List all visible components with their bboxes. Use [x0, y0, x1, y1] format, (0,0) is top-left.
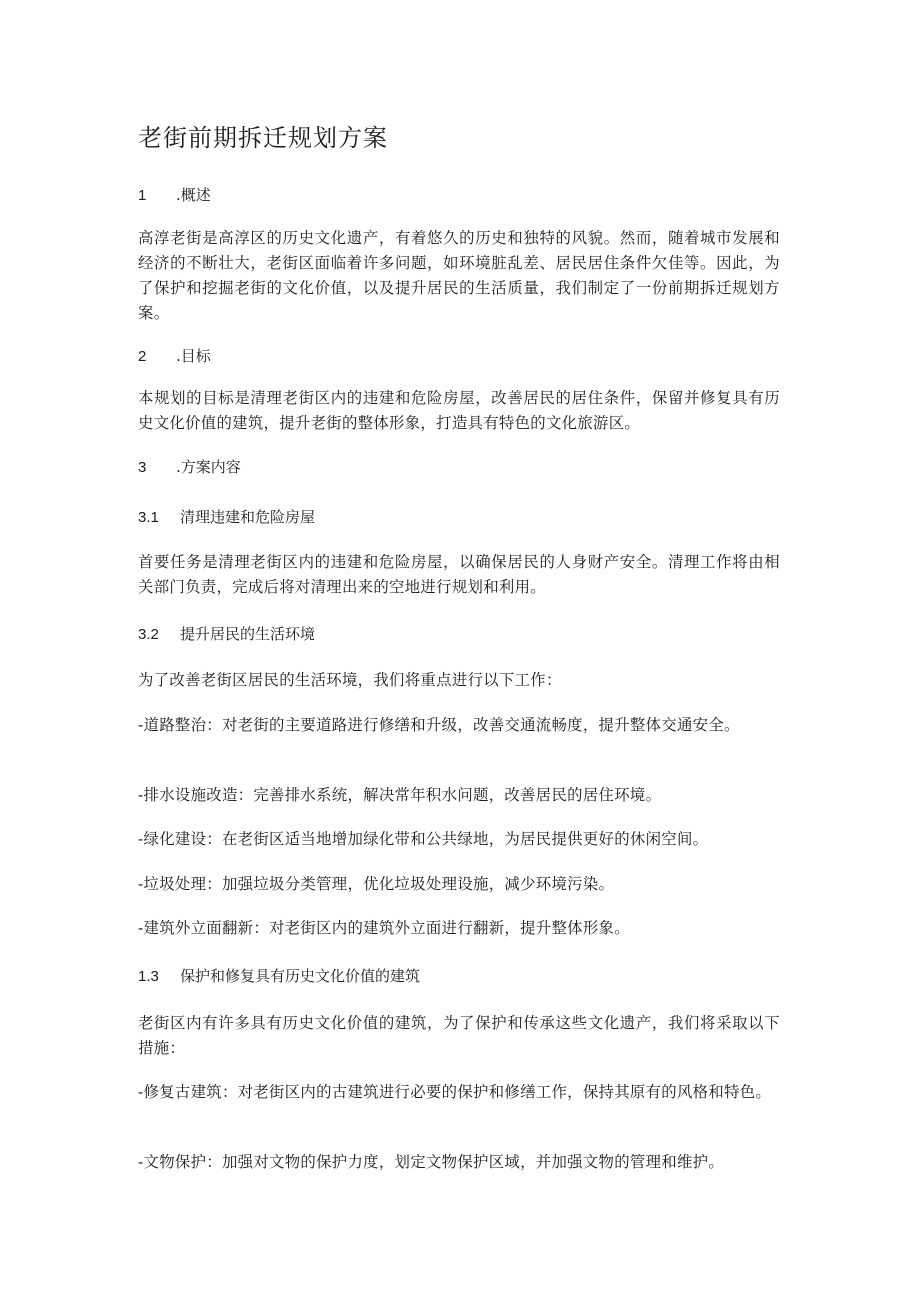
- subsection-heading: [138, 964, 420, 989]
- list-item: -道路整治：对老街的主要道路进行修缮和升级，改善交通流畅度，提升整体交通安全。: [138, 716, 740, 734]
- section-number: 3: [138, 459, 147, 476]
- section-label: .概述: [176, 186, 211, 204]
- section-number: 2: [138, 348, 147, 365]
- subsection-heading: [138, 622, 315, 647]
- section-heading: [138, 344, 211, 369]
- section-number: 1.3: [138, 968, 159, 985]
- list-item: -修复古建筑：对老街区内的古建筑进行必要的保护和修缮工作，保持其原有的风格和特色。: [138, 1083, 772, 1101]
- paragraph: 老街区内有许多具有历史文化价值的建筑，为了保护和传承这些文化遗产，我们将采取以下措施：: [138, 1014, 780, 1057]
- section-label: 提升居民的生活环境: [180, 625, 316, 643]
- list-item: -建筑外立面翻新：对老街区内的建筑外立面进行翻新，提升整体形象。: [138, 919, 630, 937]
- subsection-heading: [138, 505, 315, 530]
- paragraph: 为了改善老街区居民的生活环境，我们将重点进行以下工作：: [138, 671, 562, 689]
- section-number: 3.1: [138, 509, 159, 526]
- section-label: .目标: [176, 347, 211, 365]
- list-item: -垃圾处理：加强垃圾分类管理，优化垃圾处理设施，减少环境污染。: [138, 875, 615, 893]
- section-heading: [138, 455, 241, 480]
- page-title: 老街前期拆迁规划方案: [138, 124, 388, 152]
- list-item: -排水设施改造：完善排水系统，解决常年积水问题，改善居民的居住环境。: [138, 786, 662, 804]
- section-label: .方案内容: [176, 458, 241, 476]
- paragraph: 本规划的目标是清理老街区内的违建和危险房屋，改善居民的居住条件，保留并修复具有历史文化价值的建筑，提升老街的整体形象，打造具有特色的文化旅游区。: [138, 389, 780, 432]
- list-item: -文物保护：加强对文物的保护力度，划定文物保护区域，并加强文物的管理和维护。: [138, 1153, 725, 1171]
- section-number: 3.2: [138, 626, 159, 643]
- section-label: 清理违建和危险房屋: [180, 508, 316, 526]
- section-heading: [138, 183, 211, 208]
- section-number: 1: [138, 187, 147, 204]
- list-item: -绿化建设：在老街区适当地增加绿化带和公共绿地，为居民提供更好的休闲空间。: [138, 830, 709, 848]
- section-label: 保护和修复具有历史文化价值的建筑: [180, 967, 421, 985]
- paragraph: 高淳老街是高淳区的历史文化遗产，有着悠久的历史和独特的风貌。然而，随着城市发展和经济的不断壮大，老街区面临着许多问题，如环境脏乱差、居民居住条件欠佳等。因此，为了保护和挖掘老街的文化价值，以及提升居民的生活质量，我们制定了一份前期拆迁规划方案。: [138, 229, 780, 322]
- paragraph: 首要任务是清理老街区内的违建和危险房屋，以确保居民的人身财产安全。清理工作将由相关部门负责，完成后将对清理出来的空地进行规划和利用。: [138, 553, 780, 596]
